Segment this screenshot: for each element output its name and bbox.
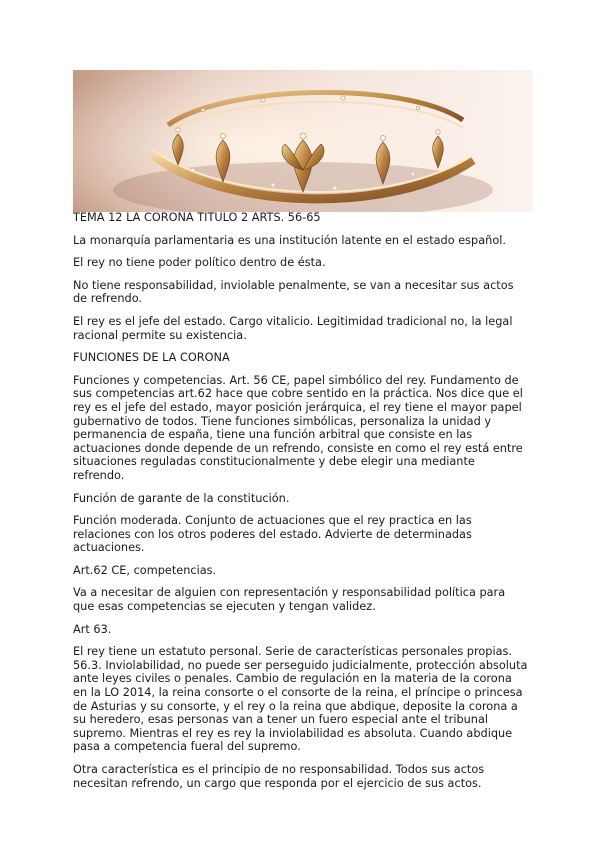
crown-illustration	[73, 70, 533, 212]
paragraph: Art 63.	[73, 622, 112, 636]
section-heading: FUNCIONES DE LA CORONA	[73, 351, 230, 365]
paragraph: Funciones y competencias. Art. 56 CE, papel simbólico del rey. Fundamento de sus competencias art.62 hace que cobre sentido en la práctica. Nos dice que el rey es el jefe del estado, mayor posición jerárquica, el rey tiene el mayor papel gubernativo de todos. Tiene funciones simbólicas, personaliza la unidad y permanencia de españa, tiene una función arbitral que consiste en las actuaciones donde depende de un refrendo, consiste en como el rey está entre situaciones reguladas constitucionalmente y debe elegir una mediante refrendo.	[73, 373, 523, 482]
crown-banner-image	[73, 70, 533, 212]
paragraph: Art.62 CE, competencias.	[73, 563, 217, 577]
paragraph: Otra característica es el principio de no responsabilidad. Todos sus actos necesitan refrendo, un cargo que responda por el ejercicio de sus actos.	[73, 763, 485, 790]
paragraph: Función de garante de la constitución.	[73, 491, 290, 505]
paragraph: El rey no tiene poder político dentro de ésta.	[73, 256, 326, 270]
paragraph: Va a necesitar de alguien con representación y responsabilidad política para que esas competencias se ejecuten y tengan validez.	[73, 586, 506, 614]
paragraph: La monarquía parlamentaria es una institución latente en el estado español.	[73, 233, 506, 247]
paragraph: El rey tiene un estatuto personal. Serie de características personales propias. 56.3. Inviolabilidad, no puede ser perseguido judicialmente, protección absoluta ante leyes civiles o penales. Cambio de regulación en la materia de la corona en la LO 2014, la reina consorte o el consorte de la reina, el príncipe o princesa de Asturias y su consorte, y el rey o la reina que abdique, deposite la corona a su heredero, esas personas van a tener un fuero especial ante el tribunal supremo. Mientras el rey es rey la inviolabilidad es absoluta. Cuando abdique pasa a competencia fueral del supremo.	[73, 645, 528, 754]
document-body	[73, 211, 529, 799]
paragraph: Función moderada. Conjunto de actuaciones que el rey practica en las relaciones con los otros poderes del estado. Advierte de determinadas actuaciones.	[73, 514, 472, 555]
paragraph: No tiene responsabilidad, inviolable penalmente, se van a necesitar sus actos de refrendo.	[73, 278, 514, 306]
paragraph: El rey es el jefe del estado. Cargo vitalicio. Legitimidad tradicional no, la legal racional permite su existencia.	[73, 314, 513, 342]
document-title: TEMA 12 LA CORONA TITULO 2 ARTS. 56-65	[73, 211, 321, 224]
